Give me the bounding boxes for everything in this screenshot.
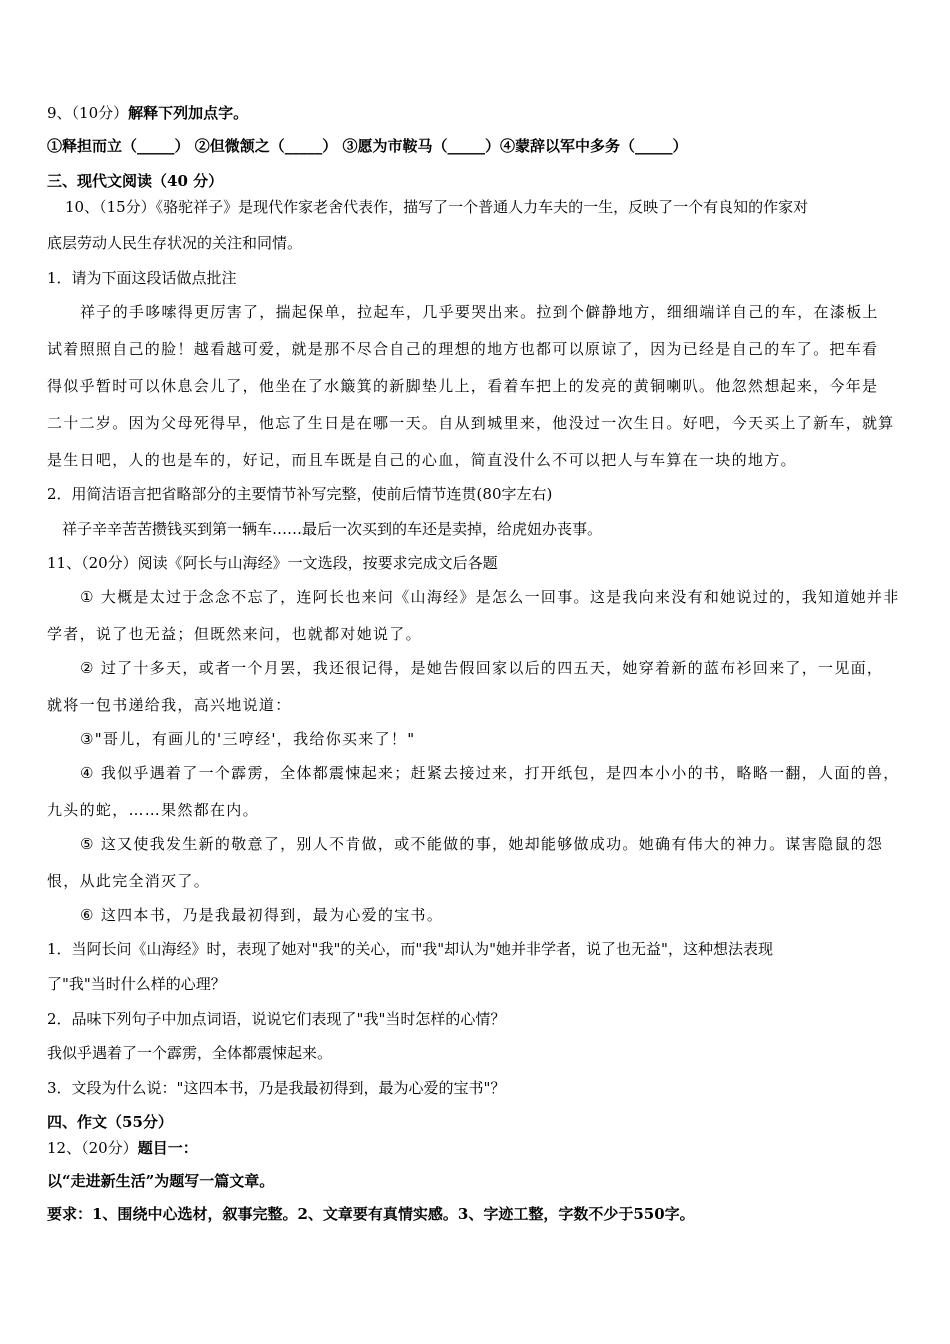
q11-para-6: ⑥ 这四本书，乃是我最初得到，最为心爱的宝书。 [80,906,444,924]
q11-para-4-cont: 九头的蛇，……果然都在内。 [47,801,259,819]
q12-line [47,1138,198,1158]
q10-intro-1: 10、（15分）《骆驼祥子》是现代作家老舍代表作，描写了一个普通人力车夫的一生，反映了一个有良知的作家对 [65,198,809,216]
q10-passage-line: 得似乎暂时可以休息会儿了，他坐在了水簸箕的新脚垫儿上，看着车把上的发亮的黄铜喇叭。他忽然想起来，今年是 [47,377,879,395]
q10-sub2-text: 祥子辛辛苦苦攒钱买到第一辆车……最后一次买到的车还是卖掉，给虎妞办丧事。 [62,520,603,538]
section3-heading: 三、现代文阅读（40 分） [47,172,224,190]
q10-sub1: 1．请为下面这段话做点批注 [47,269,237,287]
q11-intro: 11、（20分）阅读《阿长与山海经》一文选段，按要求完成文后各题 [47,554,498,572]
q11-sub1-cont: 了"我"当时什么样的心理？ [47,975,226,993]
q11-para-3: ③"哥儿，有画儿的'三哼经'，我给你买来了！" [80,730,416,748]
q9-items: ①释担而立（_____） ②但微颔之（_____） ③愿为市鞍马（_____）④蒙辞以军中多务（_____） [47,137,688,155]
q11-para-2-cont: 就将一包书递给我，高兴地说道： [47,696,292,714]
q11-para-5-cont: 恨，从此完全消灭了。 [47,872,211,890]
q11-para-5: ⑤ 这又使我发生新的敬意了，别人不肯做，或不能做的事，她却能够做成功。她确有伟大的神力。谋害隐鼠的怨 [80,835,884,853]
q11-sub2: 2．品味下列句子中加点词语，说说它们表现了"我"当时怎样的心情？ [47,1010,506,1028]
q10-passage-line: 二十二岁。因为父母死得早，他忘了生日是在哪一天。自从到城里来，他没过一次生日。好吧，今天买上了新车，就算 [47,414,895,432]
q12-requirements: 要求：1、围绕中心选材，叙事完整。2、文章要有真情实感。3、字迹工整，字数不少于550字。 [47,1205,695,1223]
q12-topic: 以“走进新生活”为题写一篇文章。 [47,1172,275,1190]
q9-line [47,103,248,123]
q10-passage-line: 祥子的手哆嗦得更厉害了，揣起保单，拉起车，几乎要哭出来。拉到个僻静地方，细细端详自己的车，在漆板上 [80,303,879,321]
q11-sub3: 3．文段为什么说："这四本书，乃是我最初得到，最为心爱的宝书"？ [47,1079,506,1097]
q11-para-2: ② 过了十多天，或者一个月罢，我还很记得，是她告假回家以后的四五天，她穿着新的蓝布衫回来了，一见面， [80,659,884,677]
q11-para-1-cont: 学者，说了也无益；但既然来问，也就都对她说了。 [47,625,422,643]
q11-para-1: ① 大概是太过于念念不忘了，连阿长也来问《山海经》是怎么一回事。这是我向来没有和她说过的，我知道她并非 [80,588,900,606]
q10-passage-line: 是生日吧，人的也是车的，好记，而且车既是自己的心血，简直没什么不可以把人与车算在一块的地方。 [47,451,797,469]
q11-sub1: 1．当阿长问《山海经》时，表现了她对"我"的关心，而"我"却认为"她并非学者，说了也无益"，这种想法表现 [47,940,773,958]
q9-prefix: 9、（10分） [47,104,129,122]
q11-sub2-quote: 我似乎遇着了一个霹雳，全体都震悚起来。 [47,1044,333,1062]
q10-sub2: 2．用简洁语言把省略部分的主要情节补写完整，使前后情节连贯(80字左右) [47,485,553,503]
q9-title: 解释下列加点字。 [128,104,249,122]
q10-passage-line: 试着照照自己的脸！越看越可爱，就是那不尽合自己的理想的地方也都可以原谅了，因为已经是自己的车了。把车看 [47,340,879,358]
q10-intro-2: 底层劳动人民生存状况的关注和同情。 [47,234,303,252]
q12-prefix: 12、（20分） [47,1139,138,1157]
section4-heading: 四、作文（55分） [47,1113,173,1131]
q12-title: 题目一： [137,1139,198,1157]
q11-para-4: ④ 我似乎遇着了一个霹雳，全体都震悚起来；赶紧去接过来，打开纸包，是四本小小的书，略略一翻，人面的兽， [80,764,900,782]
